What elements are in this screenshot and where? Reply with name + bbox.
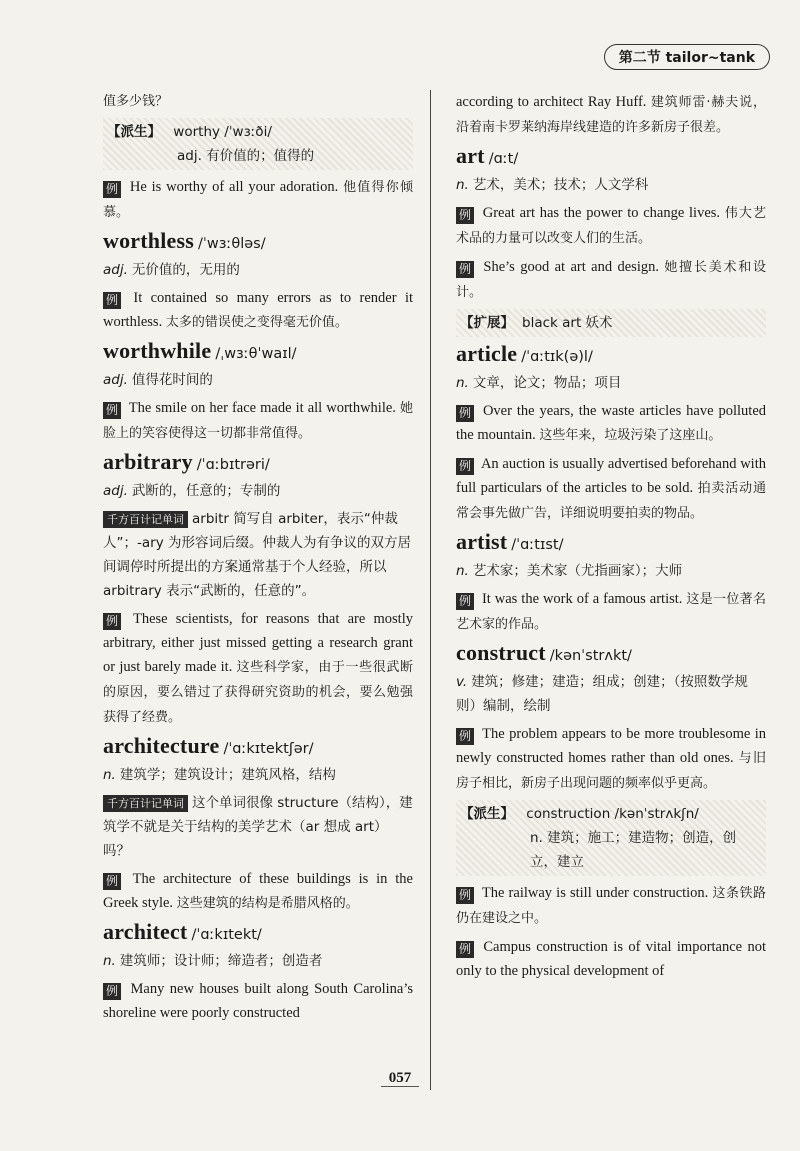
- phonetic: /ˌwɜːθˈwaɪl/: [215, 346, 297, 362]
- definition: [103, 368, 413, 392]
- example: [456, 201, 766, 251]
- page-number: [0, 1070, 800, 1087]
- example-zh: 她脸上的笑容使得这一切都非常值得。: [103, 401, 414, 441]
- derivative-tag: 【派生】: [460, 806, 514, 822]
- example: [456, 935, 766, 983]
- example-en: It contained so many errors as to render it worthless.: [103, 290, 414, 330]
- example-zh: 拍卖活动通常会事先做广告，详细说明要拍卖的物品。: [456, 481, 766, 521]
- phonetic: /kənˈstrʌkt/: [549, 648, 632, 664]
- headword-text: art: [456, 143, 485, 168]
- example: [456, 255, 766, 305]
- column-divider: [430, 90, 431, 1090]
- example-icon: 例: [103, 181, 121, 198]
- example-en: Great art has the power to change lives.: [482, 205, 721, 221]
- extension-tag: 【扩展】: [460, 315, 514, 331]
- headword-text: worthless: [103, 228, 195, 253]
- derivative-def: adj. 有价值的；值得的: [177, 148, 315, 164]
- extension-text: black art 妖术: [522, 315, 613, 331]
- definition: [456, 371, 766, 395]
- example-en: He is worthy of all your adoration.: [129, 179, 339, 195]
- example-icon: 例: [456, 941, 474, 958]
- derivative-word: worthy /ˈwɜːði/: [173, 124, 272, 140]
- example-zh: 这条铁路仍在建设之中。: [456, 886, 766, 926]
- definition-text: 建筑师；设计师；缔造者；创造者: [119, 953, 323, 969]
- example-icon: 例: [103, 292, 121, 309]
- memory-text: arbitr 简写自 arbiter，表示“仲裁人”；-ary 为形容词后缀。仲裁人为有争议的双方居间调停时所提出的方案通常基于个人经验，所以 arbitrary 表示“武断的，任意的”。: [103, 511, 411, 599]
- phonetic: /ˈɑːtɪst/: [511, 537, 564, 553]
- part-of-speech: v.: [456, 674, 468, 690]
- continued-text: 值多少钱？: [103, 94, 169, 109]
- definition: [103, 258, 413, 282]
- example-en: An auction is usually advertised beforehand with full particulars of the articles to be sold.: [456, 456, 766, 496]
- example-en: The architecture of these buildings is in the Greek style.: [103, 871, 413, 911]
- example: [103, 977, 413, 1025]
- definition: [103, 763, 413, 787]
- headword-text: architect: [103, 919, 188, 944]
- example: [456, 399, 766, 448]
- headword-article: [456, 342, 766, 369]
- example-zh: 太多的错误使之变得毫无价值。: [165, 315, 348, 330]
- example-en: These scientists, for reasons that are mostly arbitrary, either just missed getting a research grant or just barely made it.: [103, 611, 413, 675]
- example-icon: 例: [456, 458, 474, 475]
- example-zh: 与旧房子相比，新房子出现问题的频率似乎更高。: [456, 751, 766, 791]
- example: [103, 286, 413, 335]
- left-column: [103, 90, 413, 1029]
- example-zh: 这些年来，垃圾污染了这座山。: [539, 428, 722, 443]
- definition: [456, 559, 766, 583]
- memory-tag: 千方百计记单词: [103, 795, 188, 812]
- definition: [103, 949, 413, 973]
- phonetic: /ˈɑːkɪtektʃər/: [223, 741, 314, 757]
- example: [103, 607, 413, 730]
- example: [456, 722, 766, 796]
- headword-architecture: [103, 734, 413, 761]
- example-en: Campus construction is of vital importance not only to the physical development of: [456, 939, 766, 979]
- example: [456, 881, 766, 931]
- example-icon: 例: [456, 207, 474, 224]
- phonetic: /ˈwɜːθləs/: [198, 236, 266, 252]
- headword-text: arbitrary: [103, 449, 193, 474]
- example-icon: 例: [103, 613, 121, 630]
- example: [103, 867, 413, 916]
- definition-text: 建筑；修建；建造；组成；创建；（按照数学规则）编制，绘制: [456, 674, 748, 714]
- definition-text: 文章，论文；物品；项目: [472, 375, 622, 391]
- part-of-speech: adj.: [103, 262, 128, 278]
- derivative-def: n. 建筑；施工；建造物；创造，创立，建立: [530, 830, 737, 870]
- example-en: Many new houses built along South Carolina’s shoreline were poorly constructed: [103, 981, 414, 1021]
- example-zh: 她擅长美术和设计。: [456, 260, 767, 300]
- headword-worthwhile: [103, 339, 413, 366]
- memory-tip: [103, 507, 413, 603]
- example: [103, 175, 413, 225]
- example-icon: 例: [103, 983, 121, 1000]
- phonetic: /ɑːt/: [488, 151, 519, 167]
- derivative-box: [456, 800, 766, 876]
- headword-text: construct: [456, 640, 546, 665]
- headword-worthless: [103, 229, 413, 256]
- example-en: Over the years, the waste articles have polluted the mountain.: [456, 403, 767, 443]
- example-en: The smile on her face made it all worthwhile.: [128, 400, 396, 416]
- headword-architect: [103, 920, 413, 947]
- definition-text: 建筑学；建筑设计；建筑风格，结构: [119, 767, 336, 783]
- derivative-tag: 【派生】: [107, 124, 161, 140]
- page-number-text: 057: [381, 1070, 420, 1087]
- example-zh: 这些建筑的结构是希腊风格的。: [176, 896, 359, 911]
- example-icon: 例: [103, 402, 121, 419]
- headword-text: artist: [456, 529, 508, 554]
- example-zh: 他值得你倾慕。: [103, 180, 413, 220]
- right-column: [456, 90, 766, 987]
- phonetic: /ˈɑːtɪk(ə)l/: [521, 349, 593, 365]
- headword-artist: [456, 530, 766, 557]
- part-of-speech: n.: [456, 375, 469, 391]
- example-zh: 这是一位著名艺术家的作品。: [456, 592, 767, 632]
- continued-zh: 建筑师雷·赫夫说，沿着南卡罗莱纳海岸线建造的许多新房子很差。: [456, 95, 766, 135]
- headword-text: architecture: [103, 733, 220, 758]
- example: [456, 452, 766, 526]
- example-zh: 伟大艺术品的力量可以改变人们的生活。: [456, 206, 767, 246]
- part-of-speech: n.: [456, 563, 469, 579]
- example-icon: 例: [456, 261, 474, 278]
- part-of-speech: n.: [456, 177, 469, 193]
- definition-text: 值得花时间的: [131, 372, 213, 388]
- example-en: The railway is still under construction.: [481, 885, 709, 901]
- memory-tip: [103, 791, 413, 863]
- example-icon: 例: [456, 887, 474, 904]
- part-of-speech: adj.: [103, 483, 128, 499]
- continued-text: [456, 90, 766, 140]
- example-icon: 例: [103, 873, 121, 890]
- example-icon: 例: [456, 728, 474, 745]
- example-en: She’s good at art and design.: [483, 259, 659, 275]
- headword-text: article: [456, 341, 518, 366]
- definition-text: 艺术家；美术家（尤指画家）；大师: [472, 563, 683, 579]
- example: [456, 587, 766, 637]
- example-en: The problem appears to be more troublesome in newly constructed homes rather than old ones.: [456, 726, 766, 766]
- continued-en: according to architect Ray Huff.: [456, 94, 647, 110]
- phonetic: /ˈɑːkɪtekt/: [191, 927, 262, 943]
- part-of-speech: adj.: [103, 372, 128, 388]
- part-of-speech: n.: [103, 767, 116, 783]
- definition: [103, 479, 413, 503]
- example: [103, 396, 413, 446]
- definition-text: 艺术，美术；技术；人文学科: [472, 177, 649, 193]
- extension-box: [456, 309, 766, 337]
- example-en: It was the work of a famous artist.: [481, 591, 683, 607]
- memory-text: 这个单词很像 structure（结构），建筑学不就是关于结构的美学艺术（ar 想成 art）吗？: [103, 795, 413, 859]
- phonetic: /ˈɑːbɪtrəri/: [196, 457, 270, 473]
- derivative-box: [103, 118, 413, 170]
- derivative-word: construction /kənˈstrʌkʃn/: [526, 806, 699, 822]
- headword-construct: [456, 641, 766, 668]
- example-zh: 这些科学家，由于一些很武断的原因，要么错过了获得研究资助的机会，要么勉强获得了经费。: [103, 660, 414, 725]
- headword-art: [456, 144, 766, 171]
- definition: [456, 670, 766, 718]
- definition: [456, 173, 766, 197]
- example-icon: 例: [456, 593, 474, 610]
- headword-text: worthwhile: [103, 338, 212, 363]
- memory-tag: 千方百计记单词: [103, 511, 188, 528]
- definition-text: 武断的，任意的；专制的: [131, 483, 281, 499]
- example-icon: 例: [456, 405, 474, 422]
- chapter-tab: 第二节 tailor~tank: [604, 44, 770, 70]
- definition-text: 无价值的，无用的: [131, 262, 240, 278]
- headword-arbitrary: [103, 450, 413, 477]
- part-of-speech: n.: [103, 953, 116, 969]
